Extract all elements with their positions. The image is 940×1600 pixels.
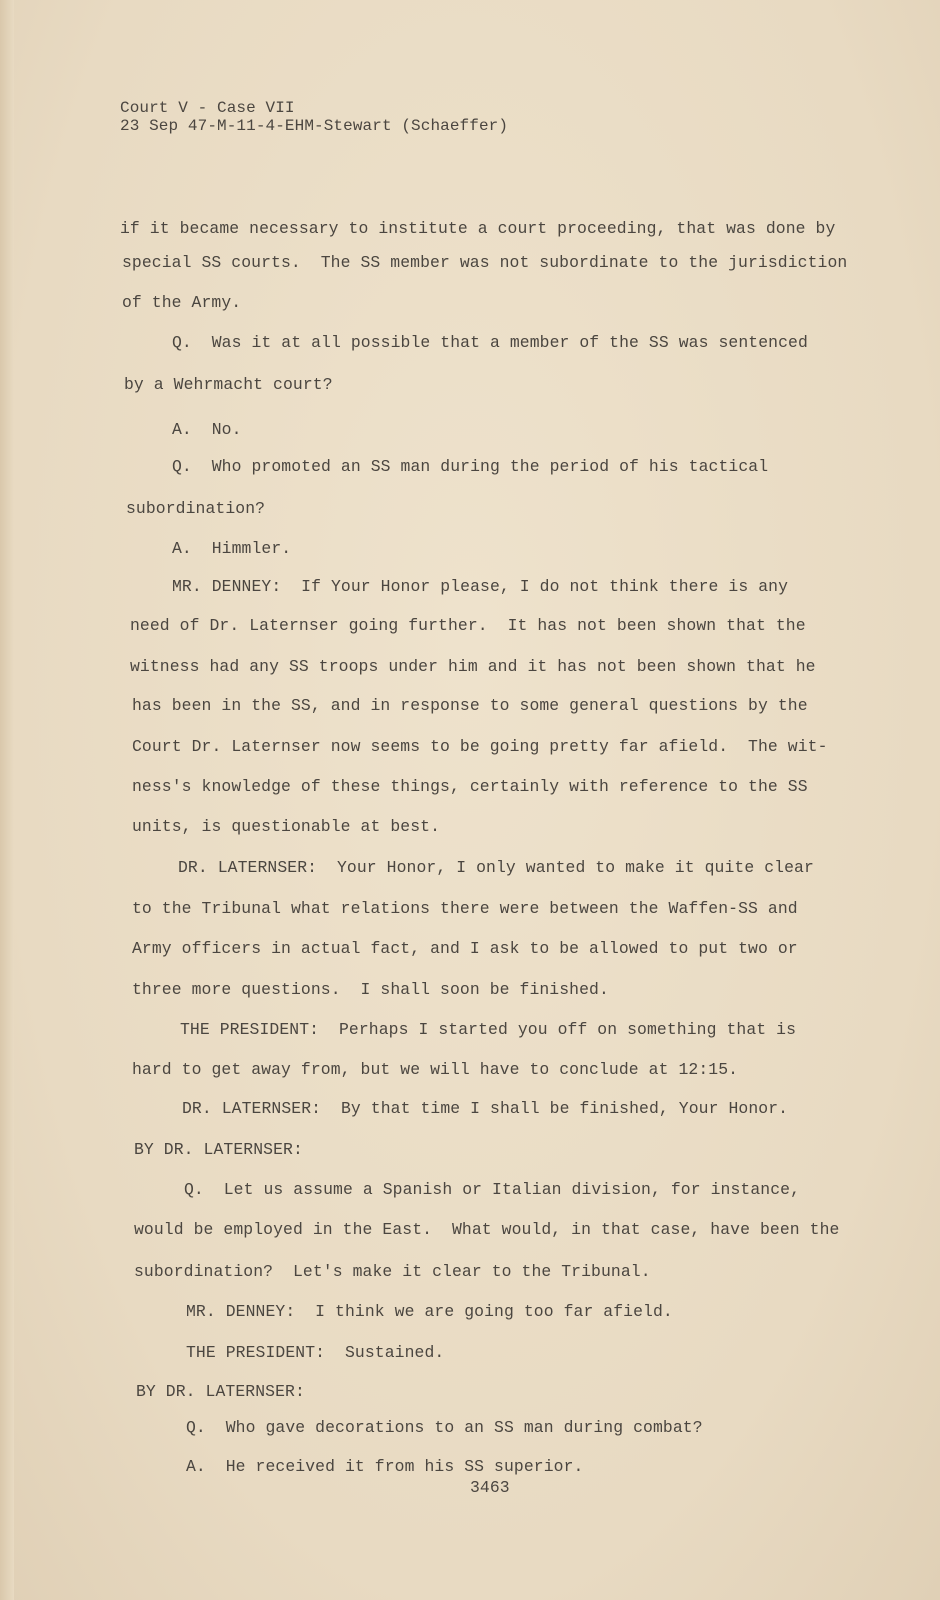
transcript-line: BY DR. LATERNSER: xyxy=(134,1140,303,1159)
transcript-line: A. No. xyxy=(172,420,242,439)
transcript-line: to the Tribunal what relations there were between the Waffen-SS and xyxy=(132,899,798,918)
transcript-line: THE PRESIDENT: Perhaps I started you off on something that is xyxy=(180,1020,797,1039)
transcript-line: Q. Let us assume a Spanish or Italian division, for instance, xyxy=(184,1180,801,1199)
transcript-line: BY DR. LATERNSER: xyxy=(136,1382,305,1401)
transcript-line: need of Dr. Laternser going further. It has not been shown that the xyxy=(130,616,806,635)
transcript-line: THE PRESIDENT: Sustained. xyxy=(186,1343,445,1362)
transcript-line: DR. LATERNSER: Your Honor, I only wanted to make it quite clear xyxy=(178,858,814,877)
transcript-line: would be employed in the East. What would, in that case, have been the xyxy=(134,1220,840,1239)
transcript-line: A. Himmler. xyxy=(172,539,292,558)
transcript-line: A. He received it from his SS superior. xyxy=(186,1457,584,1476)
transcript-line: MR. DENNEY: I think we are going too far afield. xyxy=(186,1302,673,1321)
transcript-line: Q. Who promoted an SS man during the period of his tactical xyxy=(172,457,769,476)
transcript-line: has been in the SS, and in response to some general questions by the xyxy=(132,696,808,715)
transcript-line: of the Army. xyxy=(122,293,242,312)
transcript-line: subordination? xyxy=(126,499,266,518)
transcript-line: units, is questionable at best. xyxy=(132,817,441,836)
transcript-line: hard to get away from, but we will have to conclude at 12:15. xyxy=(132,1060,739,1079)
transcript-line: three more questions. I shall soon be finished. xyxy=(132,980,609,999)
header-date-reference: 23 Sep 47-M-11-4-EHM-Stewart (Schaeffer) xyxy=(120,117,509,135)
transcript-line: special SS courts. The SS member was not subordinate to the jurisdiction xyxy=(122,253,848,272)
transcript-line: ness's knowledge of these things, certainly with reference to the SS xyxy=(132,777,808,796)
transcript-line: by a Wehrmacht court? xyxy=(124,375,333,394)
page-number: 3463 xyxy=(470,1478,510,1497)
transcript-line: MR. DENNEY: If Your Honor please, I do not think there is any xyxy=(172,577,789,596)
transcript-line: subordination? Let's make it clear to the Tribunal. xyxy=(134,1262,651,1281)
transcript-line: witness had any SS troops under him and it has not been shown that he xyxy=(130,657,816,676)
header-case: Court V - Case VII xyxy=(120,99,295,117)
page-edge xyxy=(0,0,14,1600)
transcript-line: Q. Who gave decorations to an SS man during combat? xyxy=(186,1418,703,1437)
transcript-line: if it became necessary to institute a court proceeding, that was done by xyxy=(120,219,836,238)
transcript-line: DR. LATERNSER: By that time I shall be finished, Your Honor. xyxy=(182,1099,789,1118)
transcript-line: Court Dr. Laternser now seems to be going pretty far afield. The wit- xyxy=(132,737,828,756)
transcript-line: Army officers in actual fact, and I ask to be allowed to put two or xyxy=(132,939,798,958)
transcript-line: Q. Was it at all possible that a member of the SS was sentenced xyxy=(172,333,808,352)
